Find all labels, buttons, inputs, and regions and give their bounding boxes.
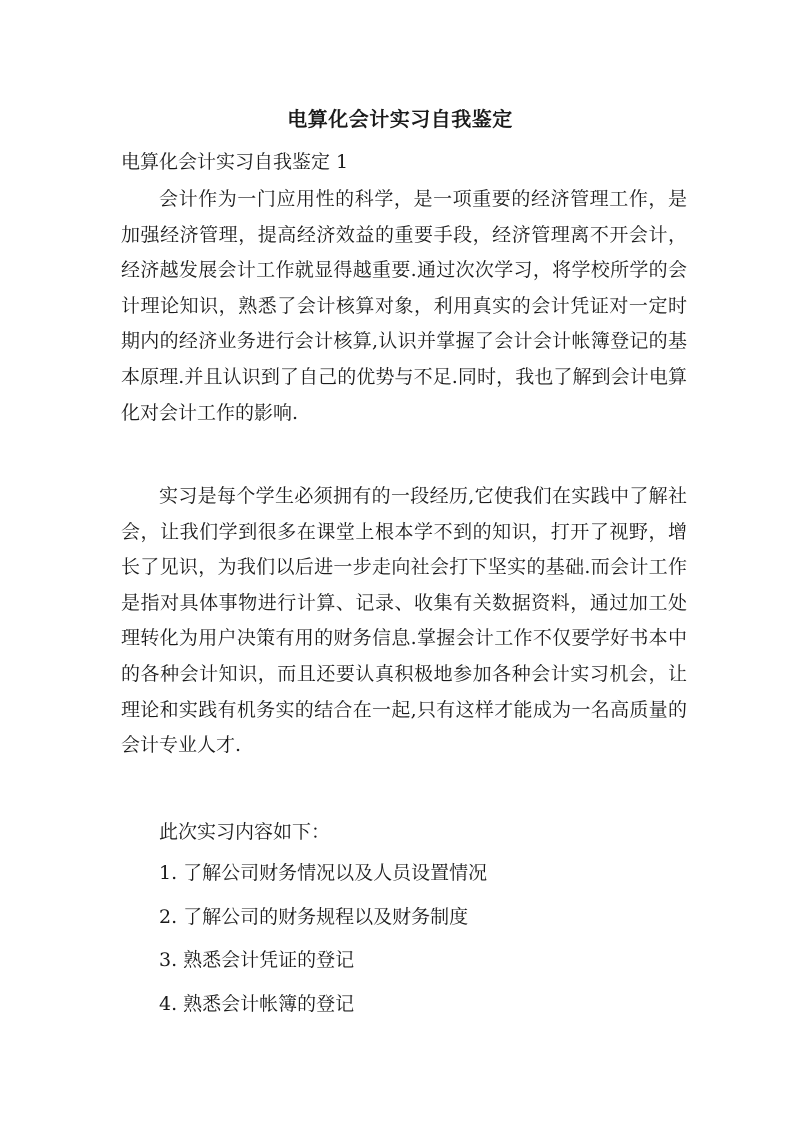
list-item: 1. 了解公司财务情况以及人员设置情况 [159,862,488,884]
list-intro: 此次实习内容如下： [159,821,331,843]
list-item: 4. 熟悉会计帐簿的登记 [159,992,355,1015]
list-item: 2. 了解公司的财务规程以及财务制度 [159,905,469,928]
paragraph-2: 实习是每个学生必须拥有的一段经历,它使我们在实践中了解社会，让我们学到很多在课堂上根本学不到的知识，打开了视野，增长了见识，为我们以后进一步走向社会打下坚实的基础.而会计工作是指对具体事物进行计算、记录、收集有关数据资料，通过加工处理转化为用户决策有用的财务信息.掌握会计工作不仅要学好书本中的各种会计知识，而且还要认真积极地参加各种会计实习机会，让理论和实践有机务实的结合在一起,只有这样才能成为一名高质量的会计专业人才. [121,485,687,757]
section-subtitle: 电算化会计实习自我鉴定 1 [121,151,349,173]
content-list [159,852,487,1026]
list-item: 3. 熟悉会计凭证的登记 [159,949,355,971]
paragraph-1: 会计作为一门应用性的科学，是一项重要的经济管理工作，是加强经济管理，提高经济效益的重要手段，经济管理离不开会计，经济越发展会计工作就显得越重要.通过次次学习，将学校所学的会计理论知识，熟悉了会计核算对象，利用真实的会计凭证对一定时期内的经济业务进行会计核算,认识并掌握了会计会计帐簿登记的基本原理.并且认识到了自己的优势与不足.同时，我也了解到会计电算化对会计工作的影响. [121,188,687,424]
document-title: 电算化会计实习自我鉴定 [287,107,513,131]
